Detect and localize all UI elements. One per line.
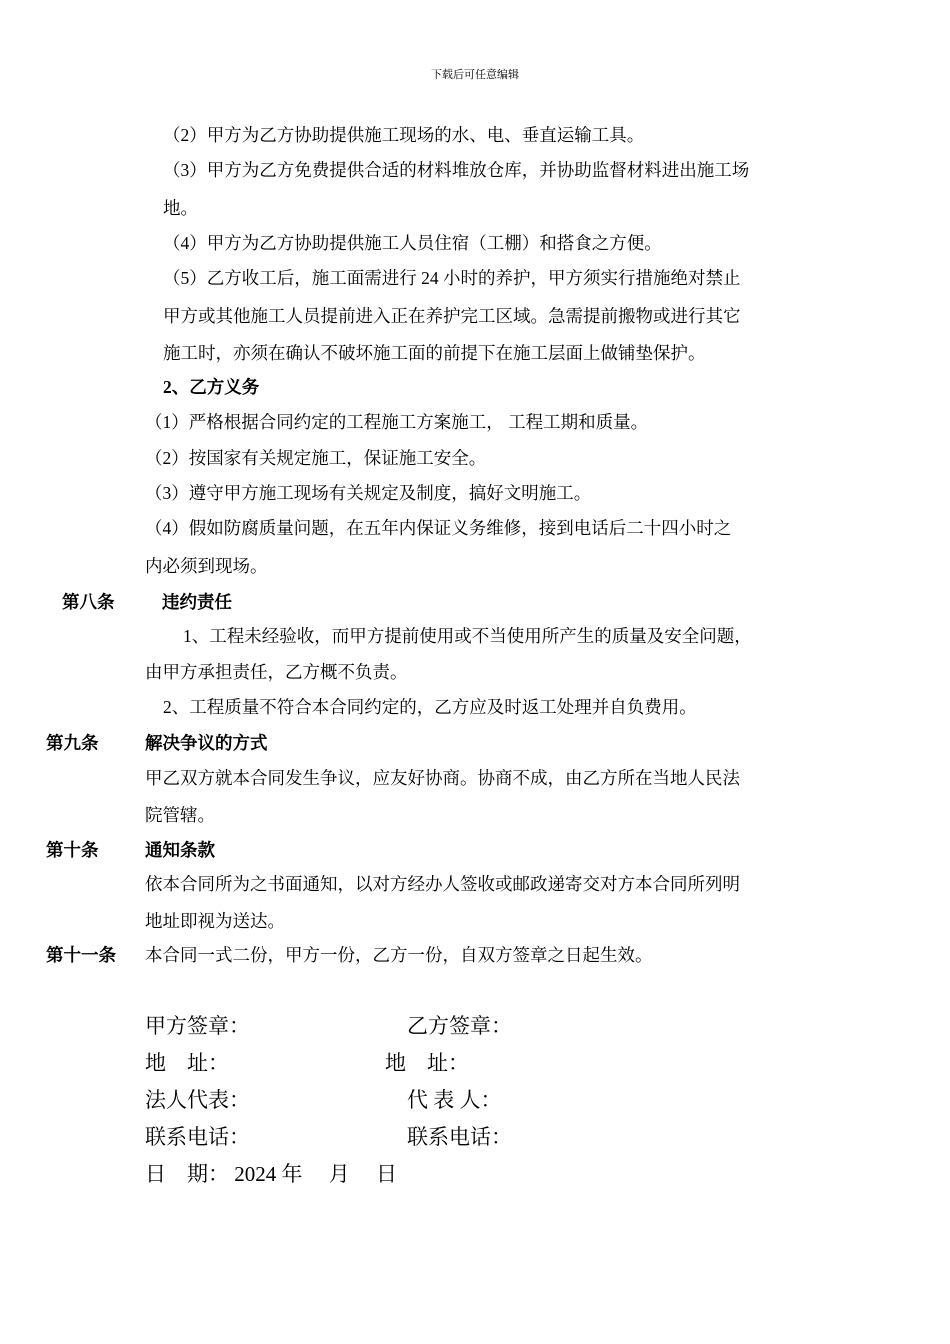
partyB-address-label: 地 址：: [385, 1051, 469, 1075]
partyB-item-2: （2）按国家有关规定施工，保证施工安全。: [145, 448, 487, 468]
article9-p1-line1: 甲乙双方就本合同发生争议，应友好协商。协商不成，由乙方所在当地人民法: [145, 768, 740, 788]
article8-p1-line2: 由甲方承担责任，乙方概不负责。: [145, 662, 408, 682]
article8-p1-line1: 1、工程未经验收，而甲方提前使用或不当使用所产生的质量及安全问题，: [183, 626, 752, 646]
article8-number: 第八条: [62, 592, 115, 612]
partyB-item-4-line1: （4）假如防腐质量问题，在五年内保证义务维修，接到电话后二十四小时之: [145, 518, 732, 538]
partyA-item-2: （2）甲方为乙方协助提供施工现场的水、电、垂直运输工具。: [163, 125, 645, 145]
article10-p1-line2: 地址即视为送达。: [145, 911, 285, 931]
partyB-obligations-heading: 2、乙方义务: [163, 377, 260, 397]
partyA-item-4: （4）甲方为乙方协助提供施工人员住宿（工棚）和搭食之方便。: [163, 233, 662, 253]
partyA-item-5-line3: 施工时，亦须在确认不破坏施工面的前提下在施工层面上做铺垫保护。: [163, 343, 706, 363]
page-header: 下载后可任意编辑: [431, 69, 519, 81]
article10-number: 第十条: [46, 840, 99, 860]
partyA-legal-rep-label: 法人代表：: [145, 1088, 250, 1112]
article9-number: 第九条: [46, 733, 99, 753]
article8-p2: 2、工程质量不符合本合同约定的，乙方应及时返工处理并自负费用。: [163, 697, 697, 717]
partyA-seal-label: 甲方签章：: [145, 1014, 250, 1038]
partyB-rep-label: 代 表 人：: [407, 1088, 502, 1112]
partyA-item-3-line2: 地。: [163, 198, 198, 218]
partyA-phone-label: 联系电话：: [145, 1125, 250, 1149]
partyA-item-5-line2: 甲方或其他施工人员提前进入正在养护完工区域。急需提前搬物或进行其它: [163, 306, 741, 326]
partyA-address-label: 地 址：: [145, 1051, 229, 1075]
partyA-item-3-line1: （3）甲方为乙方免费提供合适的材料堆放仓库，并协助监督材料进出施工场: [163, 160, 750, 180]
article10-title: 通知条款: [145, 840, 215, 860]
article11-text: 本合同一式二份，甲方一份，乙方一份，自双方签章之日起生效。: [145, 945, 653, 965]
partyB-phone-label: 联系电话：: [407, 1125, 512, 1149]
partyB-seal-label: 乙方签章：: [407, 1014, 512, 1038]
article10-p1-line1: 依本合同所为之书面通知，以对方经办人签收或邮政递寄交对方本合同所列明: [145, 874, 740, 894]
partyB-item-4-line2: 内必须到现场。: [145, 556, 268, 576]
article9-p1-line2: 院管辖。: [145, 805, 215, 825]
article8-title: 违约责任: [162, 592, 232, 612]
article11-number: 第十一条: [46, 945, 116, 965]
partyB-item-1: （1）严格根据合同约定的工程施工方案施工， 工程工期和质量。: [145, 412, 649, 432]
article9-title: 解决争议的方式: [145, 733, 268, 753]
partyB-item-3: （3）遵守甲方施工现场有关规定及制度，搞好文明施工。: [145, 483, 592, 503]
date-line: 日 期： 2024 年 月 日: [145, 1162, 397, 1186]
partyA-item-5-line1: （5）乙方收工后，施工面需进行 24 小时的养护，甲方须实行措施绝对禁止: [163, 268, 741, 288]
